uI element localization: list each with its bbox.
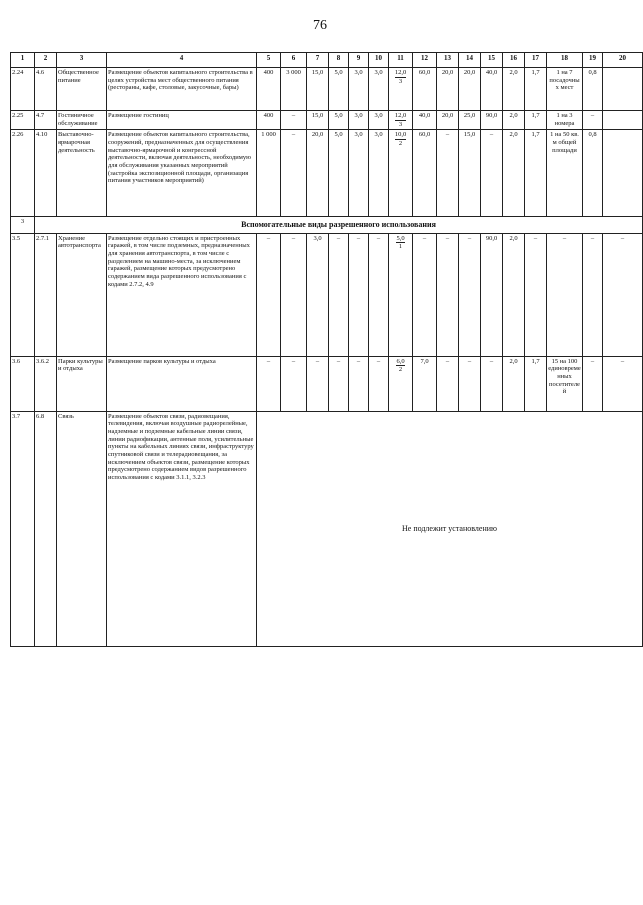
cell-value: 1,7 — [525, 130, 547, 217]
merged-not-applicable: Не подлежит установлению — [257, 411, 643, 646]
cell-value: 400 — [257, 111, 281, 130]
row-number: 3.5 — [11, 233, 35, 356]
column-header: 16 — [503, 53, 525, 68]
column-header: 7 — [307, 53, 329, 68]
column-header: 8 — [329, 53, 349, 68]
cell-value: 5,0 — [329, 68, 349, 111]
cell-value — [603, 130, 643, 217]
column-header: 5 — [257, 53, 281, 68]
cell-value: 3,0 — [369, 68, 389, 111]
cell-value: 3,0 — [349, 68, 369, 111]
use-name: Выставочно-ярмарочная деятельность — [57, 130, 107, 217]
cell-value: 400 — [257, 68, 281, 111]
cell-value: 7,0 — [413, 356, 437, 411]
cell-value: – — [583, 356, 603, 411]
cell-value: 2,0 — [503, 356, 525, 411]
table-row — [11, 111, 643, 130]
column-header: 12 — [413, 53, 437, 68]
column-header: 14 — [459, 53, 481, 68]
column-header: 13 — [437, 53, 459, 68]
use-name: Связь — [57, 411, 107, 646]
cell-value: 15,0 — [307, 68, 329, 111]
cell-value: 1 на 50 кв. м общей площади — [547, 130, 583, 217]
cell-value — [603, 68, 643, 111]
header-row — [11, 53, 643, 68]
regulations-table — [10, 52, 643, 647]
cell-fraction — [389, 356, 413, 411]
cell-value: – — [437, 130, 459, 217]
use-code: 3.6.2 — [35, 356, 57, 411]
column-header: 10 — [369, 53, 389, 68]
regulations-table-container — [10, 52, 626, 872]
column-header: 6 — [281, 53, 307, 68]
cell-value: 2,0 — [503, 130, 525, 217]
cell-value: – — [481, 130, 503, 217]
cell-value: – — [257, 356, 281, 411]
cell-value: 5,0 — [329, 130, 349, 217]
use-description: Размещение парков культуры и отдыха — [107, 356, 257, 411]
use-description: Размещение объектов капитального строительства, сооружений, предназначенных для осуществления выставочно-ярмарочной и конгрессной деятельности, включая деятельность, необходимую для обслуживания указанных мероприятий (застройка экспозиционной площади, организация питания участников мероприятий) — [107, 130, 257, 217]
use-code: 4.7 — [35, 111, 57, 130]
use-name: Гостиничное обслуживание — [57, 111, 107, 130]
use-description: Размещение объектов связи, радиовещания, телевидения, включая воздушные радиорелейные, надземные и подземные кабельные линии связи, линии радиофикации, антенные поля, усилительные пункты на кабельных линиях связи, инфраструктуру спутниковой связи и телерадиовещания, за исключением объектов связи, размещение которых предусмотрено содержанием видов разрешенного использования с кодами 3.1.1, 3.2.3 — [107, 411, 257, 646]
cell-value: 15 на 100 единовременных посетителей — [547, 356, 583, 411]
fraction-top: 12,0 — [394, 112, 407, 119]
column-header: 2 — [35, 53, 57, 68]
cell-value: – — [459, 356, 481, 411]
cell-value: 20,0 — [437, 111, 459, 130]
cell-value: 60,0 — [413, 130, 437, 217]
column-header: 18 — [547, 53, 583, 68]
cell-value: 15,0 — [459, 130, 481, 217]
table-row — [11, 356, 643, 411]
section-row — [11, 217, 643, 233]
fraction-top: 12,0 — [394, 69, 407, 76]
use-description: Размещение объектов капитального строительства в целях устройства мест общественного питания (рестораны, кафе, столовые, закусочные, бары) — [107, 68, 257, 111]
cell-value: – — [583, 111, 603, 130]
fraction-top: 5,0 — [396, 234, 405, 242]
cell-value: – — [329, 356, 349, 411]
column-header: 20 — [603, 53, 643, 68]
column-header: 19 — [583, 53, 603, 68]
column-header: 3 — [57, 53, 107, 68]
column-header: 11 — [389, 53, 413, 68]
cell-value: 2,0 — [503, 68, 525, 111]
cell-value: 25,0 — [459, 111, 481, 130]
use-code: 4.6 — [35, 68, 57, 111]
cell-value: 15,0 — [307, 111, 329, 130]
cell-value: – — [603, 356, 643, 411]
fraction-bottom: 3 — [398, 120, 403, 128]
row-number: 2.24 — [11, 68, 35, 111]
fraction-bottom: 2 — [398, 139, 403, 147]
cell-value: – — [481, 356, 503, 411]
cell-value: 1,7 — [525, 68, 547, 111]
cell-value: – — [413, 233, 437, 356]
cell-value: – — [281, 130, 307, 217]
cell-value: – — [257, 233, 281, 356]
cell-value: 20,0 — [459, 68, 481, 111]
cell-value: – — [547, 233, 583, 356]
cell-value: 1,7 — [525, 111, 547, 130]
cell-value: – — [583, 233, 603, 356]
cell-value: 3,0 — [369, 111, 389, 130]
fraction-bottom: 2 — [398, 366, 403, 374]
cell-value: 3,0 — [349, 111, 369, 130]
cell-fraction — [389, 111, 413, 130]
cell-value: – — [307, 356, 329, 411]
cell-value: 1 на 3 номера — [547, 111, 583, 130]
column-header: 9 — [349, 53, 369, 68]
cell-value: 1 000 — [257, 130, 281, 217]
cell-value: 90,0 — [481, 111, 503, 130]
column-header: 1 — [11, 53, 35, 68]
use-description: Размещение отдельно стоящих и пристроенных гаражей, в том числе подземных, предназначенных для хранения автотранспорта, в том числе с разделением на машино-места, за исключением гаражей, размещение которых предусмотрено содержанием вида разрешенного использования с кодами 2.7.2, 4.9 — [107, 233, 257, 356]
cell-value: – — [437, 356, 459, 411]
table-row — [11, 411, 643, 646]
cell-value: 0,8 — [583, 68, 603, 111]
cell-value: 3,0 — [369, 130, 389, 217]
cell-value: 3,0 — [307, 233, 329, 356]
column-header: 17 — [525, 53, 547, 68]
cell-value: 5,0 — [329, 111, 349, 130]
cell-value: – — [281, 233, 307, 356]
use-name: Парки культуры и отдыха — [57, 356, 107, 411]
cell-value: 2,0 — [503, 111, 525, 130]
cell-value: – — [281, 111, 307, 130]
cell-value: 0,8 — [583, 130, 603, 217]
cell-value: 40,0 — [413, 111, 437, 130]
cell-value: 40,0 — [481, 68, 503, 111]
row-number: 3.6 — [11, 356, 35, 411]
fraction-top: 10,0 — [394, 131, 407, 139]
use-name: Общественное питание — [57, 68, 107, 111]
row-number: 2.26 — [11, 130, 35, 217]
cell-value: 60,0 — [413, 68, 437, 111]
cell-value: 20,0 — [437, 68, 459, 111]
table-row — [11, 233, 643, 356]
cell-value: – — [437, 233, 459, 356]
section-number: 3 — [11, 217, 35, 233]
cell-value: – — [369, 233, 389, 356]
cell-value: 1 на 7 посадочных мест — [547, 68, 583, 111]
cell-value: – — [329, 233, 349, 356]
cell-value: – — [349, 356, 369, 411]
cell-value: 90,0 — [481, 233, 503, 356]
column-header: 4 — [107, 53, 257, 68]
cell-value: – — [459, 233, 481, 356]
column-header: 15 — [481, 53, 503, 68]
cell-fraction — [389, 233, 413, 356]
cell-value — [603, 111, 643, 130]
cell-value: – — [603, 233, 643, 356]
fraction-top: 6,0 — [396, 357, 405, 365]
use-description: Размещение гостиниц — [107, 111, 257, 130]
cell-value: 20,0 — [307, 130, 329, 217]
use-code: 6.8 — [35, 411, 57, 646]
table-row — [11, 68, 643, 111]
fraction-bottom: 3 — [398, 77, 403, 85]
cell-value: 1,7 — [525, 356, 547, 411]
cell-value: – — [349, 233, 369, 356]
cell-value: – — [281, 356, 307, 411]
row-number: 3.7 — [11, 411, 35, 646]
use-name: Хранение автотранспорта — [57, 233, 107, 356]
row-number: 2.25 — [11, 111, 35, 130]
fraction-bottom: 1 — [398, 243, 403, 251]
cell-value: – — [525, 233, 547, 356]
cell-value: – — [369, 356, 389, 411]
table-row — [11, 130, 643, 217]
cell-value: 2,0 — [503, 233, 525, 356]
use-code: 4.10 — [35, 130, 57, 217]
cell-value: 3,0 — [349, 130, 369, 217]
page-number: 76 — [313, 18, 327, 33]
use-code: 2.7.1 — [35, 233, 57, 356]
section-title: Вспомогательные виды разрешенного использования — [35, 217, 643, 233]
cell-value: 3 000 — [281, 68, 307, 111]
cell-fraction — [389, 68, 413, 111]
cell-fraction — [389, 130, 413, 217]
